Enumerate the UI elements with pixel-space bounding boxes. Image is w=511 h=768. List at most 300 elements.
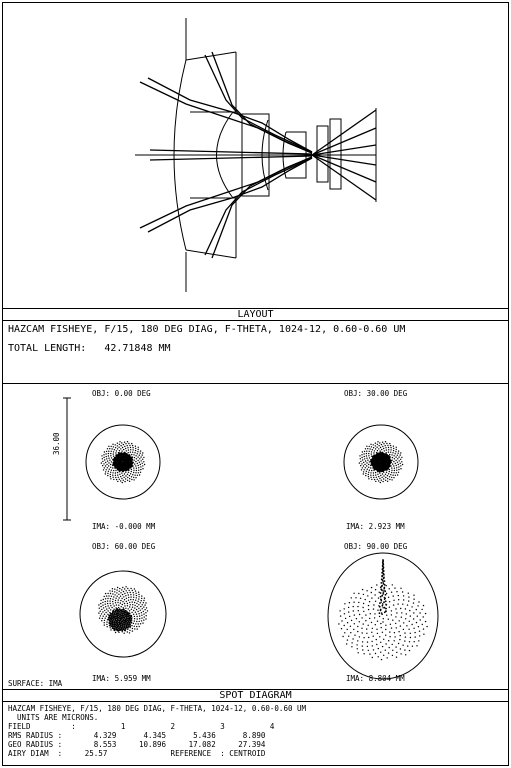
spot-dot — [382, 442, 383, 443]
spot-dot — [370, 460, 372, 462]
spot-dot — [126, 450, 127, 451]
spot-dot — [133, 479, 134, 480]
footer-geo-row: GEO RADIUS : 8.553 10.896 17.082 27.394 — [8, 740, 266, 749]
spot-dot — [136, 597, 137, 598]
spot-dot — [375, 624, 376, 625]
spot-dot — [136, 616, 137, 617]
spot-dot — [123, 477, 124, 478]
spot-dot — [141, 612, 142, 613]
spot-dot — [411, 624, 412, 625]
spot-dot — [115, 447, 116, 448]
spot-dot — [388, 455, 390, 457]
spot-dot — [107, 605, 108, 606]
spot-dot — [390, 452, 391, 453]
spot-dot — [131, 457, 133, 459]
spot-dot — [135, 472, 136, 473]
spot-dot — [398, 469, 399, 470]
spot-dot — [110, 455, 111, 456]
spot-dot — [387, 657, 388, 658]
spot-dot — [396, 470, 397, 471]
spot-dot — [116, 479, 117, 480]
spot-dot — [127, 592, 128, 593]
spot-dot — [126, 590, 127, 591]
spot-dot — [400, 468, 401, 469]
spot-dot — [112, 464, 114, 466]
spot-dot — [380, 623, 381, 624]
spot-dot — [112, 625, 114, 627]
spot-dot — [400, 653, 401, 654]
spot-dot — [125, 586, 126, 587]
spot-dot — [384, 450, 385, 451]
spot-dot — [374, 468, 376, 470]
spot-dot — [107, 467, 108, 468]
spot-dot — [132, 474, 133, 475]
spot-dot — [379, 478, 380, 479]
spot-dot — [369, 470, 370, 471]
spot-dot — [380, 652, 381, 653]
spot-dot — [388, 652, 389, 653]
spot-dot — [105, 462, 106, 463]
spot-dot — [134, 463, 135, 464]
spot-dot — [354, 614, 355, 615]
spot-dot — [117, 630, 119, 632]
spot-dot — [124, 473, 125, 474]
spot-dot — [132, 447, 133, 448]
spot-dot — [373, 604, 374, 605]
spot-dot — [398, 456, 399, 457]
spot-dot — [383, 448, 384, 449]
spot-dot — [123, 607, 124, 608]
spot-dot — [141, 460, 142, 461]
spot-dot — [135, 461, 136, 462]
spot-dot — [374, 617, 375, 618]
spot-dot — [118, 452, 120, 454]
spot-dot — [103, 616, 104, 617]
spot-dot — [105, 618, 106, 619]
spot-dot — [113, 456, 114, 457]
spot-dot — [351, 597, 352, 598]
spot-dot — [351, 620, 352, 621]
spot-dot — [146, 607, 147, 608]
spot-dot — [371, 622, 372, 623]
spot-dot — [117, 587, 118, 588]
spot-dot — [387, 445, 388, 446]
spot-dot — [104, 459, 105, 460]
spot-dot — [107, 475, 108, 476]
spot-dot — [350, 632, 351, 633]
spot-dot — [137, 601, 138, 602]
spot-dot — [366, 455, 367, 456]
spot-dot — [129, 478, 130, 479]
spot-dot — [347, 639, 348, 640]
spot-dot — [105, 604, 106, 605]
spot-dot — [383, 588, 385, 590]
spot-dot — [115, 627, 117, 629]
spot-dot — [100, 615, 101, 616]
spot-dot — [417, 616, 418, 617]
spot-dot — [375, 589, 376, 590]
spot-dot — [130, 449, 131, 450]
spot-dot — [124, 629, 126, 631]
spot-dot — [134, 620, 135, 621]
spot-dot — [361, 457, 362, 458]
spot-dot — [123, 610, 125, 612]
spot-dot — [382, 581, 384, 583]
spot-dot — [123, 480, 124, 481]
spot-dot — [396, 627, 397, 628]
spot-dot — [128, 597, 129, 598]
spot-dot — [111, 451, 112, 452]
spot-dot — [143, 457, 144, 458]
spot-dot — [375, 474, 376, 475]
spot-dot — [395, 451, 396, 452]
spot-dot — [135, 593, 136, 594]
spot-dot — [380, 452, 382, 454]
spot-dot — [133, 594, 134, 595]
spot-dot — [130, 622, 132, 624]
spot-dot — [133, 477, 134, 478]
spot-dot — [379, 612, 381, 614]
spot-dot — [135, 590, 136, 591]
spot-dot — [416, 609, 417, 610]
spot-dot — [368, 464, 369, 465]
spot-dot — [129, 625, 131, 627]
spot-dot — [127, 480, 128, 481]
spot-dot — [365, 448, 366, 449]
spot-dot — [133, 470, 134, 471]
spot-dot — [110, 453, 111, 454]
spot-dot — [355, 597, 356, 598]
spot-dot — [370, 475, 371, 476]
spot-dot — [400, 463, 401, 464]
spot-dot — [378, 445, 379, 446]
footer-units: UNITS ARE MICRONS. — [8, 713, 99, 722]
spot-dot — [414, 641, 415, 642]
spot-dot — [381, 589, 383, 591]
spot-dot — [123, 596, 124, 597]
spot-dot — [128, 443, 129, 444]
spot-dot — [379, 602, 381, 604]
spot-dot — [346, 643, 347, 644]
spot-dot — [126, 612, 128, 614]
spot-dot — [397, 474, 398, 475]
spot-dot — [129, 624, 131, 626]
spot-dot — [382, 603, 384, 605]
spot-dot — [129, 590, 130, 591]
spot-dot — [137, 453, 138, 454]
spot-dot — [383, 574, 385, 576]
spot-dot — [121, 598, 122, 599]
spot-dot — [347, 622, 348, 623]
spot-dot — [379, 616, 380, 617]
spot-dot — [385, 469, 387, 471]
spot-dot — [385, 480, 386, 481]
spot-dot — [134, 628, 135, 629]
spot-dot — [129, 610, 130, 611]
spot-dot — [375, 481, 376, 482]
spot-dot — [400, 625, 401, 626]
spot-dot — [138, 465, 139, 466]
spot-dot — [413, 599, 414, 600]
spot-dot — [136, 595, 137, 596]
spot-dot — [112, 467, 113, 468]
spot-dot — [110, 478, 111, 479]
spot-dot — [105, 606, 106, 607]
spot-dot — [145, 618, 146, 619]
spot-dot — [142, 622, 143, 623]
spot-dot — [111, 596, 112, 597]
spot-dot — [380, 599, 382, 601]
spot-dot — [385, 477, 386, 478]
spot-dot — [385, 629, 386, 630]
spot-dot — [365, 475, 366, 476]
spot-dot — [369, 653, 370, 654]
spot-dot — [102, 461, 103, 462]
spot-dot — [142, 463, 143, 464]
spot-dot — [126, 598, 127, 599]
spot-dot — [112, 601, 113, 602]
spot-dot — [147, 610, 148, 611]
spot-dot — [388, 597, 389, 598]
spot-dot — [131, 454, 132, 455]
spot-dot — [351, 646, 352, 647]
spot-dot — [396, 591, 397, 592]
spot-dot — [391, 592, 392, 593]
spot-dot — [385, 643, 386, 644]
spot-dot — [382, 646, 383, 647]
spot-dot — [368, 472, 369, 473]
spot-dot — [111, 607, 112, 608]
spot-dot — [133, 472, 134, 473]
spot-dot — [398, 472, 399, 473]
spot-dot — [117, 474, 118, 475]
spot-dot — [134, 602, 135, 603]
spot-dot — [381, 480, 382, 481]
spot-dot — [143, 461, 144, 462]
spot-dot — [104, 614, 105, 615]
spot-dot — [386, 615, 387, 616]
spot-dot — [345, 618, 346, 619]
spot-dot — [110, 629, 111, 630]
spot-dot — [362, 589, 363, 590]
spot-dot — [399, 639, 400, 640]
spot-dot — [368, 637, 369, 638]
spot-dot — [138, 613, 139, 614]
spot-dot — [117, 481, 118, 482]
spot-dot — [108, 465, 109, 466]
spot-dot — [120, 616, 122, 618]
scale-label: 36.00 — [52, 432, 61, 455]
spot-dot — [362, 467, 363, 468]
spot-dot — [112, 591, 113, 592]
spot-dot — [361, 463, 362, 464]
field4-ima: IMA: 8.804 MM — [346, 674, 405, 683]
spot-dot — [125, 469, 127, 471]
spot-dot — [134, 618, 135, 619]
spot-dot — [108, 458, 109, 459]
spot-dot — [371, 641, 372, 642]
spot-dot — [364, 464, 365, 465]
spot-dot — [398, 450, 399, 451]
spot-dot — [113, 610, 115, 612]
spot-dot — [392, 655, 393, 656]
spot-dot — [136, 621, 137, 622]
spot-dot — [394, 470, 395, 471]
spot-dot — [381, 602, 382, 603]
spot-dot — [131, 625, 132, 626]
spot-dot — [423, 616, 424, 617]
spot-dot — [106, 451, 107, 452]
spot-dot — [142, 465, 143, 466]
spot-dot — [117, 602, 118, 603]
spot-dot — [98, 604, 99, 605]
spot-dot — [388, 457, 390, 459]
spot-dot — [107, 448, 108, 449]
spot-dot — [339, 610, 340, 611]
spot-dot — [409, 650, 410, 651]
spot-dot — [366, 453, 367, 454]
spot-dot — [393, 448, 394, 449]
spot-dot — [366, 628, 367, 629]
spot-dot — [419, 631, 420, 632]
spot-dot — [119, 608, 121, 610]
spot-dot — [128, 608, 129, 609]
spot-dot — [380, 592, 382, 594]
spot-dot — [396, 467, 397, 468]
spot-dot — [113, 609, 114, 610]
spot-dot — [379, 472, 380, 473]
spot-dot — [108, 471, 109, 472]
spot-dot — [115, 470, 116, 471]
spot-dot — [417, 605, 418, 606]
spot-dot — [133, 614, 134, 615]
spot-dot — [382, 593, 384, 595]
spot-dot — [370, 444, 371, 445]
spot-dot — [141, 600, 142, 601]
spot-dot — [378, 470, 380, 472]
spot-dot — [144, 598, 145, 599]
spot-dot — [115, 602, 116, 603]
spot-dot — [394, 632, 395, 633]
spot-dot — [128, 472, 129, 473]
spot-dot — [398, 599, 399, 600]
spot-dot — [377, 621, 378, 622]
spot-dot — [127, 631, 128, 632]
field4-obj: OBJ: 90.00 DEG — [344, 542, 408, 551]
spot-dot — [104, 610, 105, 611]
field1-obj: OBJ: 0.00 DEG — [92, 389, 151, 398]
spot-dot — [377, 441, 378, 442]
spot-dot — [390, 445, 391, 446]
spot-dot — [341, 620, 342, 621]
spot-dot — [377, 450, 378, 451]
spot-dot — [130, 447, 131, 448]
spot-dot — [351, 642, 352, 643]
spot-dot — [132, 604, 133, 605]
spot-dot — [133, 460, 134, 461]
spot-dot — [342, 636, 343, 637]
footer-description: HAZCAM FISHEYE, F/15, 180 DEG DIAG, F-THETA, 1024-12, 0.60-0.60 UM — [8, 704, 307, 713]
spot-dot — [113, 629, 115, 631]
spot-dot — [369, 451, 370, 452]
spot-dot — [127, 605, 128, 606]
spot-dot — [131, 443, 132, 444]
spot-dot — [132, 590, 133, 591]
spot-dot — [394, 640, 395, 641]
spot-dot — [134, 588, 135, 589]
spot-dot — [413, 612, 414, 613]
spot-dot — [116, 450, 117, 451]
spot-dot — [104, 467, 105, 468]
spot-dot — [141, 615, 142, 616]
spot-dot — [144, 464, 145, 465]
spot-dot — [394, 587, 395, 588]
spot-dot — [144, 616, 145, 617]
spot-dot — [141, 598, 142, 599]
spot-dot — [108, 462, 109, 463]
spot-dot — [401, 617, 402, 618]
spot-dot — [125, 478, 126, 479]
spot-dot — [110, 464, 111, 465]
spot-dot — [344, 632, 345, 633]
spot-dot — [122, 587, 123, 588]
spot-dot — [127, 625, 129, 627]
spot-dot — [381, 586, 383, 588]
spot-dot — [140, 464, 141, 465]
field3-ima: IMA: 5.959 MM — [92, 674, 151, 683]
spot-dot — [344, 608, 345, 609]
spot-dot — [381, 449, 382, 450]
spot-dot — [363, 465, 364, 466]
spot-dot — [134, 452, 135, 453]
spot-dot — [403, 599, 404, 600]
spot-dot — [352, 638, 353, 639]
spot-dot — [144, 609, 145, 610]
spot-dot — [113, 596, 114, 597]
spot-dot — [110, 605, 111, 606]
spot-dot — [133, 597, 134, 598]
spot-dot — [113, 470, 114, 471]
spot-dot — [129, 606, 130, 607]
spot-dot — [344, 613, 345, 614]
spot-dot — [363, 471, 364, 472]
spot-dot — [391, 467, 392, 468]
spot-dot — [138, 472, 139, 473]
spot-dot — [378, 656, 379, 657]
spot-dot — [133, 592, 134, 593]
spot-dot — [400, 459, 401, 460]
spot-dot — [395, 646, 396, 647]
spot-dot — [376, 584, 377, 585]
spot-dot — [391, 614, 392, 615]
spot-dot — [109, 624, 111, 626]
spot-dot — [135, 446, 136, 447]
spot-dot — [365, 620, 366, 621]
spot-dot — [106, 458, 107, 459]
spot-dot — [144, 604, 145, 605]
spot-dot — [120, 592, 121, 593]
spot-dot — [102, 611, 103, 612]
spot-dot — [128, 612, 130, 614]
spot-dot — [142, 452, 143, 453]
spot-dot — [115, 452, 116, 453]
spot-dot — [134, 616, 135, 617]
spot-dot — [109, 616, 111, 618]
spot-dot — [133, 454, 134, 455]
spot-dot — [135, 623, 136, 624]
spot-dot — [386, 472, 387, 473]
spot-dot — [382, 607, 383, 608]
